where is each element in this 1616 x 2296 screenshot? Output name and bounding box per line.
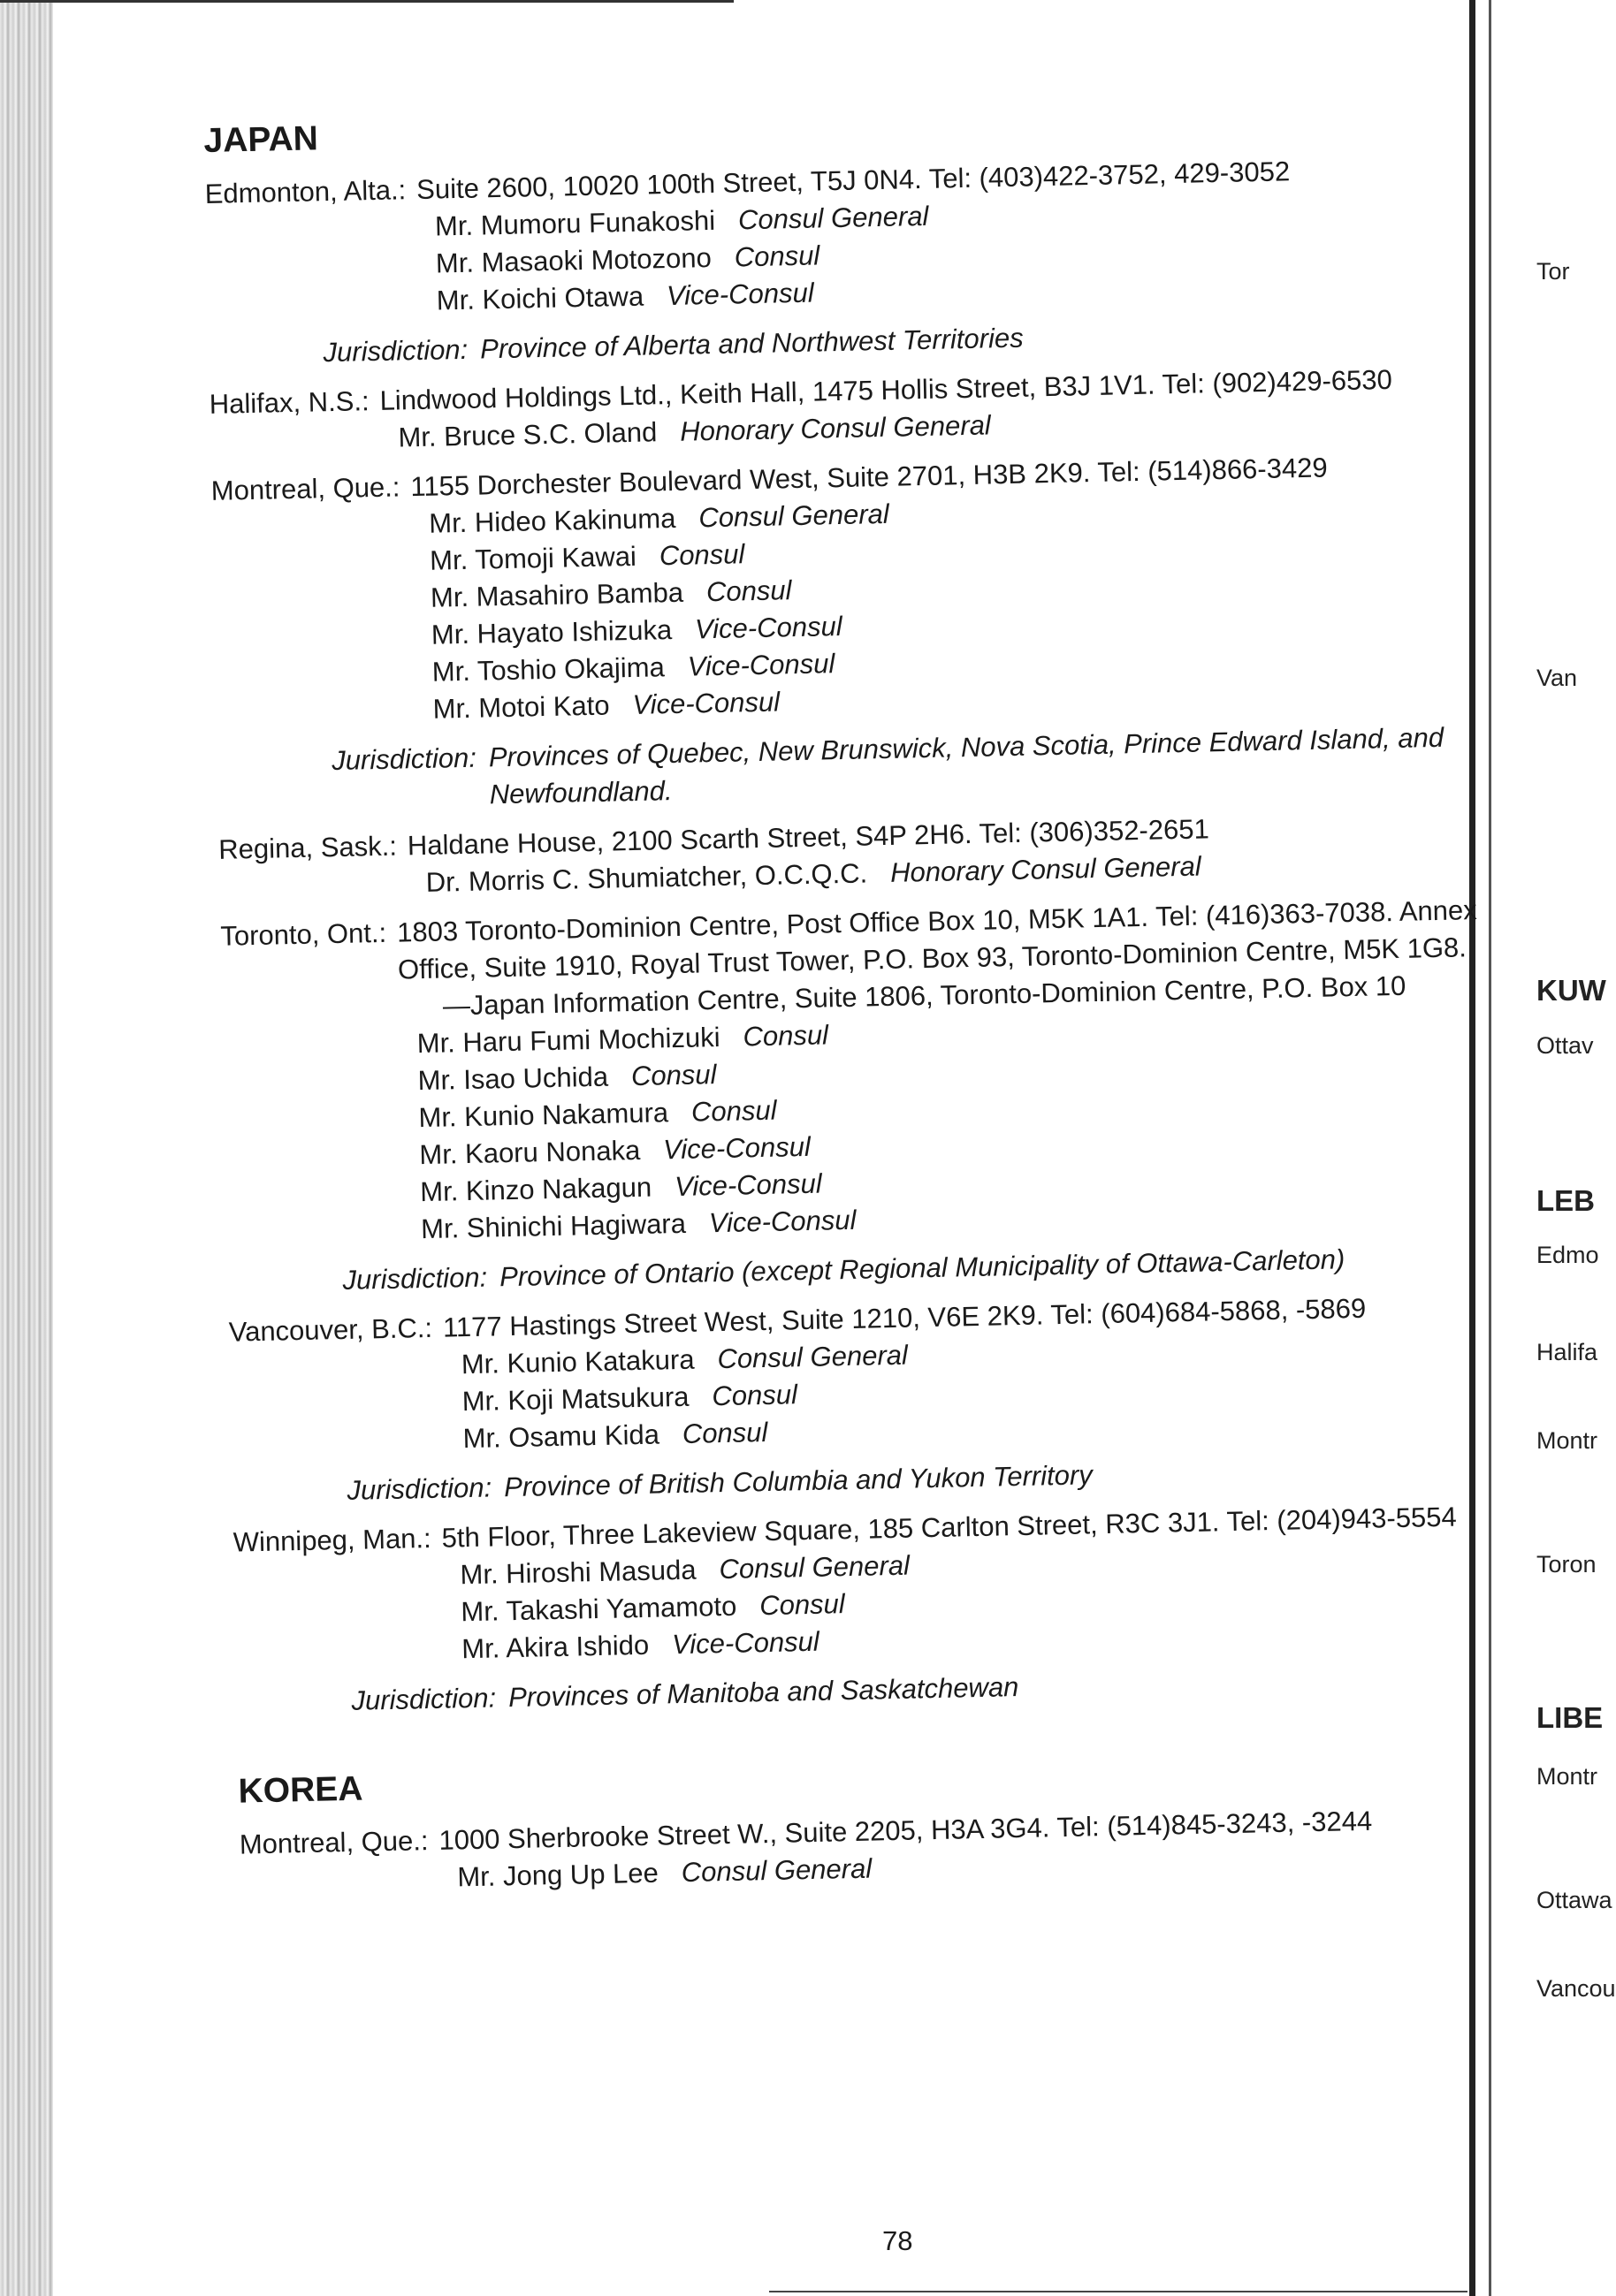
person-name: Mr. Koichi Otawa	[436, 280, 644, 316]
person-title: Consul	[690, 1094, 777, 1128]
person-name: Mr. Akira Ishido	[461, 1629, 650, 1665]
jurisdiction-row	[342, 1238, 1492, 1299]
city-label: Edmonton, Alta.:	[204, 174, 407, 209]
entry-body	[410, 446, 1480, 728]
consulate-entry	[204, 149, 1471, 324]
person-name: Mr. Isao Uchida	[417, 1061, 609, 1097]
person-name: Mr. Haru Fumi Mochizuki	[416, 1021, 720, 1060]
address-line: Suite 2600, 10020 100th Street, T5J 0N4. Tel: (403)422-3752, 429-3052	[415, 156, 1291, 205]
person-name: Mr. Kunio Nakamura	[418, 1097, 669, 1134]
address-line: Lindwood Holdings Ltd., Keith Hall, 1475 Hollis Street, B3J 1V1. Tel: (902)429-6530	[379, 363, 1393, 416]
jurisdiction-text: Province of British Columbia and Yukon Territory	[503, 1459, 1094, 1503]
person-name: Mr. Motoi Kato	[432, 689, 610, 725]
person-title: Consul General	[717, 1339, 909, 1375]
city-label: Vancouver, B.C.:	[228, 1311, 433, 1348]
margin-text-fragment: Vancou	[1536, 1975, 1616, 2002]
jurisdiction-text: Provinces of Quebec, New Brunswick, Nova Scotia, Prince Edward Island, and Newfoundland.	[488, 721, 1444, 810]
margin-text-fragment: KUW	[1536, 974, 1606, 1007]
person-name: Mr. Masaoki Motozono	[435, 242, 713, 279]
jurisdiction-label: Jurisdiction:	[342, 1261, 488, 1296]
person-title: Honorary Consul General	[889, 850, 1201, 888]
consulate-entry	[228, 1288, 1495, 1463]
person-title: Vice-Consul	[674, 1167, 823, 1203]
person-name: Dr. Morris C. Shumiatcher, O.C.Q.C.	[425, 857, 868, 898]
person-title: Consul	[705, 574, 792, 608]
margin-text-fragment: Montr	[1536, 1763, 1598, 1790]
consulate-entry	[209, 360, 1474, 460]
jurisdiction-text: Province of Alberta and Northwest Territories	[479, 322, 1024, 365]
person-title: Consul	[712, 1379, 798, 1412]
person-name: Mr. Hideo Kakinuma	[428, 502, 676, 539]
person-name: Mr. Kinzo Nakagun	[419, 1171, 652, 1208]
jurisdiction-label: Jurisdiction:	[331, 741, 477, 777]
person-name: Mr. Mumoru Funakoshi	[434, 204, 716, 242]
person-name: Mr. Tomoji Kawai	[429, 540, 637, 576]
jurisdiction-text: Provinces of Manitoba and Saskatchewan	[507, 1671, 1019, 1714]
entry-body	[443, 1288, 1496, 1458]
person-name: Mr. Koji Matsukura	[461, 1380, 690, 1418]
entry-body	[438, 1800, 1505, 1897]
city-label: Toronto, Ont.:	[219, 916, 387, 952]
city-label: Montreal, Que.:	[210, 471, 400, 506]
person-title: Consul	[758, 1588, 846, 1622]
jurisdiction-text: Province of Ontario (except Regional Municipality of Ottawa-Carleton)	[499, 1243, 1345, 1293]
margin-text-fragment: Ottav	[1536, 1032, 1594, 1059]
person-name: Mr. Bruce S.C. Oland	[398, 416, 658, 453]
address-line: Haldane House, 2100 Scarth Street, S4P 2H6. Tel: (306)352-2651	[407, 813, 1210, 862]
address-line: 1000 Sherbrooke Street W., Suite 2205, H3A 3G4. Tel: (514)845-3243, -3244	[438, 1805, 1373, 1856]
person-title: Vice-Consul	[632, 686, 781, 720]
margin-text-fragment: Montr	[1536, 1427, 1598, 1454]
person-name: Mr. Kunio Katakura	[461, 1343, 695, 1380]
person-name: Mr. Kaoru Nonaka	[419, 1134, 641, 1171]
person-name: Mr. Takashi Yamamoto	[461, 1590, 737, 1628]
entry-body	[379, 360, 1475, 457]
jurisdiction-row	[332, 718, 1482, 817]
person-title: Consul	[682, 1416, 768, 1449]
margin-text-fragment: Edmo	[1536, 1242, 1599, 1268]
margin-text-fragment: Tor	[1536, 258, 1570, 285]
person-title: Consul General	[719, 1549, 911, 1585]
margin-text-fragment: LIBE	[1536, 1701, 1604, 1734]
city-label: Montreal, Que.:	[239, 1825, 429, 1860]
address-line: 1803 Toronto-Dominion Centre, Post Office Box 10, M5K 1A1. Tel: (416)363-7038. Annex Office, Suite 1910, Royal Trust Tower, P.O. Box 93, Toronto-Dominion Centre, M5K 1G8.	[396, 894, 1478, 985]
person-title: Consul	[743, 1019, 829, 1053]
jurisdiction-label: Jurisdiction:	[351, 1682, 497, 1716]
person-name: Mr. Masahiro Bamba	[430, 576, 684, 613]
consulate-entry	[239, 1800, 1504, 1901]
margin-text-fragment: Halifa	[1536, 1339, 1598, 1365]
consulate-entry	[232, 1498, 1499, 1673]
person-title: Vice-Consul	[666, 277, 814, 312]
margin-text-fragment: Toron	[1536, 1551, 1597, 1578]
margin-text-fragment: LEB	[1536, 1184, 1595, 1217]
person-title: Vice-Consul	[694, 610, 842, 645]
address-line: 1177 Hastings Street West, Suite 1210, V6E 2K9. Tel: (604)684-5868, -5869	[442, 1292, 1367, 1343]
bottom-edge-rule	[769, 2291, 1467, 2292]
person-title: Consul General	[737, 200, 929, 236]
jurisdiction-label: Jurisdiction:	[347, 1471, 492, 1506]
entry-body	[397, 892, 1491, 1249]
country-heading: JAPAN	[203, 119, 319, 160]
top-edge-rule	[0, 0, 734, 3]
person-title: Vice-Consul	[662, 1130, 812, 1166]
directory-page	[203, 93, 1505, 1901]
consulate-entry	[218, 805, 1483, 906]
person-title: Consul	[630, 1059, 717, 1092]
person-name: Mr. Jong Up Lee	[457, 1857, 659, 1893]
entry-body	[416, 149, 1472, 320]
person-title: Honorary Consul General	[679, 409, 992, 447]
country-heading: KOREA	[238, 1769, 363, 1811]
person-name: Mr. Toshio Okajima	[431, 651, 666, 688]
book-binding-shadow	[0, 0, 53, 2296]
person-title: Vice-Consul	[671, 1625, 820, 1661]
entry-body	[407, 805, 1483, 901]
person-name: Mr. Shinichi Hagiwara	[420, 1207, 687, 1245]
consulate-entry	[210, 446, 1480, 733]
person-name: Mr. Hayato Ishizuka	[431, 614, 673, 650]
jurisdiction-label: Jurisdiction:	[323, 333, 469, 369]
person-title: Consul General	[681, 1852, 873, 1889]
person-title: Vice-Consul	[708, 1204, 857, 1239]
address-line: 5th Floor, Three Lakeview Square, 185 Carlton Street, R3C 3J1. Tel: (204)943-5554	[441, 1501, 1458, 1554]
city-label: Regina, Sask.:	[217, 830, 398, 865]
jurisdiction-row	[323, 310, 1473, 371]
person-name: Mr. Hiroshi Masuda	[460, 1554, 697, 1591]
jurisdiction-row	[351, 1659, 1501, 1720]
page-number: 78	[882, 2225, 913, 2256]
city-label: Halifax, N.S.:	[209, 385, 370, 420]
consulate-entry	[220, 892, 1491, 1252]
entry-body	[441, 1498, 1499, 1669]
person-title: Consul	[659, 538, 745, 572]
jurisdiction-row	[347, 1448, 1497, 1509]
city-label: Winnipeg, Man.:	[232, 1522, 432, 1558]
address-line: 1155 Dorchester Boulevard West, Suite 2701, H3B 2K9. Tel: (514)866-3429	[410, 452, 1328, 503]
person-name: Mr. Osamu Kida	[462, 1418, 660, 1455]
person-title: Vice-Consul	[687, 648, 835, 682]
margin-text-fragment: Ottawa	[1536, 1887, 1612, 1913]
margin-text-fragment: Van	[1536, 665, 1578, 691]
person-title: Consul General	[697, 498, 890, 534]
person-title: Consul	[734, 239, 820, 273]
sub-address-line: —Japan Information Centre, Suite 1806, Toronto-Dominion Centre, P.O. Box 10	[442, 969, 1406, 1022]
